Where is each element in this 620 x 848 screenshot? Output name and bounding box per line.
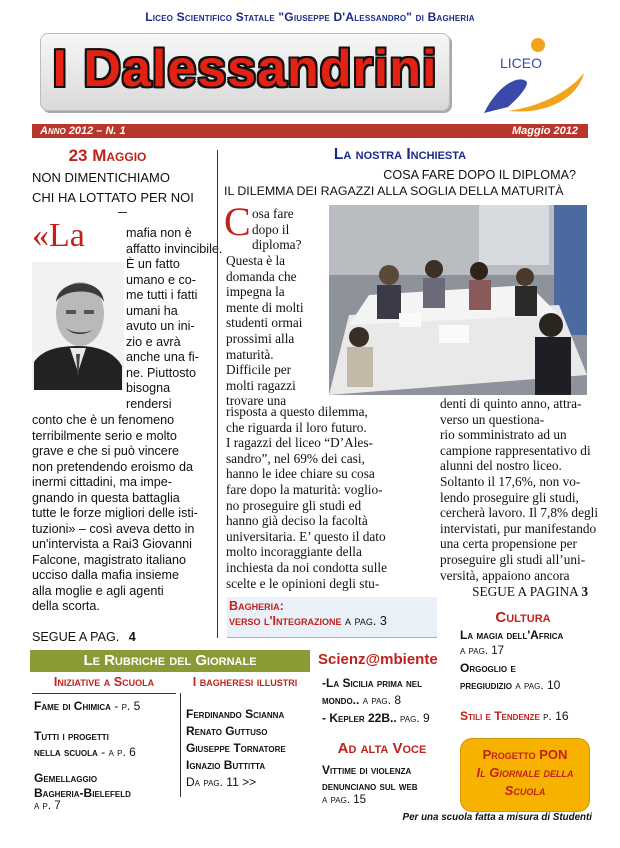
text-line: rio somministrato ad un [440, 427, 567, 443]
cultura-item-africa-page: a pag. 17 [460, 645, 505, 657]
text-line: hanno già deciso la facoltà [226, 513, 368, 529]
scienze-item-kepler[interactable] [322, 711, 430, 725]
text-line: grave e che si può vincere [32, 444, 180, 458]
bagheria-link-page: a pag. 3 [345, 614, 387, 628]
illustri-item-tornatore[interactable]: Giuseppe Tornatore [186, 741, 286, 755]
pon-project-box[interactable] [460, 738, 590, 812]
illustri-item-scianna[interactable]: Ferdinando Scianna [186, 707, 285, 721]
iniziative-item-progetti[interactable]: Tutti i progetti [34, 729, 109, 743]
scienze-item-sicilia-page: a pag. 8 [362, 693, 401, 707]
text-line: Difficile per [226, 362, 292, 378]
bagheria-link-title: verso l'Integrazione [229, 614, 342, 628]
inchiesta-col-1 [226, 404, 422, 591]
iniziative-item-gemellaggio-2[interactable]: Bagheria-Bielefeld [34, 786, 131, 800]
falcone-continues [32, 630, 136, 644]
cultura-item-stili-page: p. 16 [543, 709, 569, 723]
scienze-item-sicilia-2[interactable] [322, 693, 401, 707]
text-line: Soltanto il 17,6%, non vo- [440, 473, 581, 489]
school-name: Liceo Scientifico Statale "Giuseppe D'Alessandro" di Bagheria [145, 10, 475, 24]
text-line: una certa propensione per [440, 536, 577, 552]
text-line: tuzioni» – così aveva detto in [32, 521, 195, 536]
text-line: non pretendendo eroismo da [32, 459, 194, 474]
students-classroom-photo [329, 205, 587, 395]
text-line: zio e avrà [126, 334, 181, 349]
text-line: umano e co- [126, 272, 197, 287]
bagheria-link[interactable] [229, 614, 387, 628]
iniziative-item-progetti-label: nella scuola [34, 745, 98, 759]
text-line: Falcone, magistrato italiano [32, 552, 187, 567]
issue-bar [32, 124, 588, 138]
text-line: inermi cittadini, ma impe- [32, 475, 172, 489]
iniziative-item-chimica[interactable] [34, 699, 140, 713]
text-line: anche una fi- [126, 350, 199, 364]
text-line: ucciso dalla mafia insieme [32, 568, 179, 582]
falcone-portrait [32, 262, 124, 390]
text-line: hanno le idee chiare su cosa [226, 466, 375, 482]
cultura-item-africa[interactable]: La magia dell'Africa [460, 628, 564, 642]
text-line: no proseguire gli studi ed [226, 497, 362, 513]
text-line: osa fare [252, 206, 294, 221]
voce-item-vittime-2[interactable]: denunciano sul web [322, 779, 418, 793]
svg-text:LICEO: LICEO [500, 55, 543, 71]
text-line: inchiesta da noi condotta sulle [226, 559, 387, 575]
iniziative-item-progetti-page: - a p. 6 [101, 745, 136, 759]
text-line: campione rappresentativo di [440, 442, 591, 458]
pon-line-3: Scuola [504, 783, 546, 798]
text-line: cercherà lavoro. Il 7,8% degli [440, 505, 599, 521]
scienze-item-kepler-label: - Kepler 22B.. [322, 711, 397, 725]
text-line: lendo proseguire gli studi, [440, 489, 579, 505]
cultura-item-pregiudizio[interactable] [460, 678, 560, 692]
text-line: gnando in questa battaglia [32, 490, 180, 505]
text-line: maturità. [226, 346, 274, 362]
text-line: molto incoraggiante della [226, 544, 362, 560]
iniziative-item-chimica-label: Fame di Chimica [34, 699, 111, 713]
cultura-heading: Cultura [495, 609, 551, 626]
text-line: che riguarda il loro futuro. [226, 419, 367, 435]
text-line: terribilmente serio e molto [32, 428, 177, 443]
scienze-item-sicilia[interactable]: -La Sicilia prima nel [322, 676, 422, 690]
text-line: intervistati, pur manifestando [440, 520, 597, 536]
text-line: domanda che [226, 268, 297, 284]
inchiesta-col-2 [440, 396, 599, 583]
text-line: tutte le forze migliori delle isti- [32, 506, 198, 520]
iniziative-item-progetti-2[interactable] [34, 745, 136, 759]
text-line: scelte e le opinioni degli stu- [226, 575, 380, 591]
scienze-heading: Scienz@mbiente [318, 651, 438, 668]
text-line: umani ha [126, 303, 178, 318]
issue-date: Maggio 2012 [511, 125, 578, 137]
newspaper-title: I Dalessandrini [52, 40, 438, 98]
falcone-text-beside-photo [126, 226, 223, 412]
pon-line-1: Progetto PON [482, 747, 568, 762]
text-line: sandro”, nel 69% dei casi, [226, 450, 365, 466]
cultura-item-orgoglio[interactable]: Orgoglio e [460, 661, 516, 675]
alta-voce-heading: Ad alta Voce [337, 740, 427, 757]
continues-page: 4 [128, 630, 136, 644]
text-line: un'intervista a Rai3 Giovanni [32, 537, 192, 551]
text-line: universitaria. E’ questo il dato [226, 528, 386, 544]
text-line: versità, appaiono ancora [440, 567, 570, 583]
pon-line-2: Il Giornale della [476, 765, 574, 780]
inchiesta-dropcap: C [224, 199, 251, 244]
cultura-item-pregiudizio-label: pregiudizio [460, 678, 513, 692]
iniziative-item-chimica-page: - p. 5 [114, 699, 141, 713]
text-line: molti ragazzi [226, 377, 296, 393]
scienze-item-sicilia-label: mondo.. [322, 693, 360, 707]
issue-number: Anno 2012 – N. 1 [40, 125, 126, 137]
text-line: diploma? [252, 237, 302, 253]
voce-item-vittime-page: a pag. 15 [322, 794, 367, 806]
inchiesta-heading: La nostra Inchiesta [333, 146, 467, 163]
text-line: della scorta. [32, 599, 100, 613]
bagheria-title: Bagheria: [229, 599, 284, 613]
falcone-date-heading: 23 Maggio [68, 146, 147, 165]
text-line: Questa è la [226, 253, 286, 268]
liceo-logo-icon [478, 35, 588, 115]
text-line: avuto un ini- [126, 319, 195, 333]
inchiesta-continues [440, 584, 588, 600]
text-line: affatto invincibile. [126, 241, 223, 256]
text-line: I ragazzi del liceo “D’Ales- [226, 435, 373, 451]
iniziative-item-gemellaggio[interactable]: Gemellaggio [34, 771, 98, 785]
illustri-item-buttitta[interactable]: Ignazio Buttitta [186, 758, 266, 772]
cultura-item-stili[interactable] [460, 709, 569, 723]
text-line: alunni del nostro liceo. [440, 458, 562, 474]
illustri-page[interactable]: Da pag. 11 >> [186, 775, 257, 789]
illustri-list [186, 706, 286, 791]
falcone-subtitle-2: CHI HA LOTTATO PER NOI [32, 190, 194, 205]
text-line: risposta a questo dilemma, [226, 404, 368, 419]
falcone-subtitle-1: NON DIMENTICHIAMO [32, 170, 170, 185]
inchiesta-narrow-text [226, 253, 304, 409]
cultura-item-stili-label: Stili e Tendenze [460, 709, 540, 723]
text-line: me tutti i fatti [126, 288, 198, 302]
text-line: mafia non è [126, 226, 192, 240]
iniziative-heading: Iniziative a Scuola [53, 675, 155, 689]
rubriche-bar: Le Rubriche del Giornale [30, 650, 310, 672]
footer-motto: Per una scuola fatta a misura di Studenti [402, 812, 592, 823]
continues-label: SEGUE A PAG. [32, 630, 120, 644]
text-line: alla moglie e agli agenti [32, 583, 164, 598]
text-line: impegna la [226, 284, 285, 300]
text-line: conto che è un fenomeno [32, 413, 175, 427]
text-line: denti di quinto anno, attra- [440, 396, 582, 411]
text-line: prossimi alla [226, 330, 295, 346]
illustri-heading: I bagheresi illustri [192, 675, 298, 689]
falcone-text-body [32, 413, 208, 615]
text-line: verso un questiona- [440, 411, 545, 427]
text-line: È un fatto [126, 257, 180, 271]
continues-label: SEGUE A PAGINA [472, 584, 579, 599]
inchiesta-sub-1: COSA FARE DOPO IL DIPLOMA? [383, 168, 576, 182]
continues-page: 3 [581, 584, 588, 599]
iniziative-item-gemellaggio-page: a p. 7 [34, 800, 61, 812]
column-divider [217, 150, 218, 638]
scienze-item-kepler-page: pag. 9 [400, 711, 430, 725]
inchiesta-sub-2: IL DILEMMA DEI RAGAZZI ALLA SOGLIA DELLA MATURITÀ [224, 184, 564, 198]
text-line: studenti ormai [226, 315, 303, 331]
masthead-banner [40, 33, 450, 111]
text-line: dopo il [252, 221, 290, 237]
inchiesta-dropcap-lines [252, 206, 301, 253]
text-line: fare dopo la maturità: voglio- [226, 481, 383, 497]
text-line: proseguire gli studi all’uni- [440, 551, 586, 567]
cultura-item-pregiudizio-page: a pag. 10 [515, 678, 561, 692]
illustri-item-guttuso[interactable]: Renato Guttuso [186, 724, 268, 738]
text-line: trovare una [226, 393, 287, 409]
text-line: mente di molti [226, 299, 304, 315]
text-line: rendersi [126, 396, 172, 411]
falcone-quote-dropcap: «La [32, 217, 85, 254]
text-line: ne. Piuttosto [126, 365, 197, 380]
text-line: bisogna [126, 381, 171, 395]
voce-item-vittime[interactable]: Vittime di violenza [322, 763, 412, 777]
